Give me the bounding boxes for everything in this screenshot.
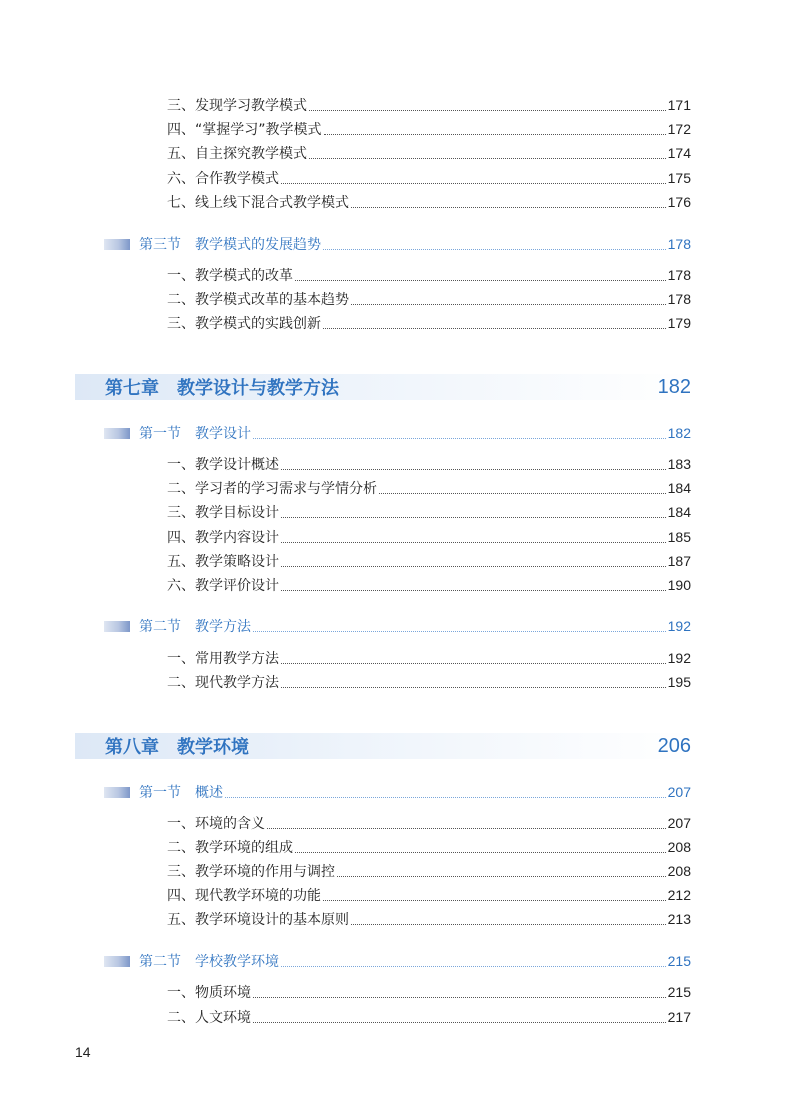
section-page: 178 [667,236,691,252]
section-page: 207 [667,784,691,800]
toc-item-page: 179 [667,315,691,331]
toc-item-page: 192 [667,650,691,666]
toc-item-page: 208 [667,863,691,879]
toc-item-title: 六、教学评价设计 [167,578,279,594]
toc-item-title: 二、学习者的学习需求与学情分析 [167,481,377,497]
toc-item-page: 187 [667,553,691,569]
section-label: 第一节 [139,426,181,442]
toc-item-page: 184 [667,504,691,520]
dot-leader [253,997,666,998]
chapter-title: 教学设计与教学方法 [177,378,339,399]
toc-item-title: 三、教学目标设计 [167,505,279,521]
dot-leader [309,158,666,159]
toc-item-title: 二、教学模式改革的基本趋势 [167,292,349,308]
dot-leader [267,828,666,829]
toc-item-page: 178 [667,291,691,307]
section-label: 第二节 [139,619,181,635]
toc-item[interactable] [167,192,691,212]
toc-section[interactable] [104,951,691,971]
toc-item-page: 184 [667,480,691,496]
dot-leader [323,328,666,329]
toc-item[interactable] [167,478,691,498]
section-title: 教学模式的发展趋势 [195,237,321,253]
dot-leader [281,663,666,664]
section-title: 学校教学环境 [195,954,279,970]
section-marker-icon [104,428,130,439]
dot-leader [323,249,666,250]
toc-item-page: 213 [667,911,691,927]
dot-leader [281,966,666,967]
toc-item-title: 一、教学设计概述 [167,457,279,473]
toc-item-title: 二、人文环境 [167,1010,251,1026]
chapter-label: 第七章 [105,378,159,399]
dot-leader [323,900,666,901]
toc-item[interactable] [167,813,691,833]
toc-item[interactable] [167,575,691,595]
toc-section[interactable] [104,234,691,254]
toc-item-title: 三、发现学习教学模式 [167,98,307,114]
toc-item-page: 195 [667,674,691,690]
section-title: 教学方法 [195,619,251,635]
toc-item-title: 七、线上线下混合式教学模式 [167,195,349,211]
section-marker-icon [104,956,130,967]
toc-item[interactable] [167,313,691,333]
chapter-heading[interactable] [75,733,693,759]
toc-item-title: 五、教学环境设计的基本原则 [167,912,349,928]
dot-leader [351,304,666,305]
toc-item[interactable] [167,672,691,692]
toc-item[interactable] [167,551,691,571]
toc-item[interactable] [167,909,691,929]
toc-item[interactable] [167,502,691,522]
toc-item-title: 一、物质环境 [167,985,251,1001]
dot-leader [253,438,666,439]
toc-item-page: 171 [667,97,691,113]
section-label: 第二节 [139,954,181,970]
toc-item[interactable] [167,265,691,285]
toc-item-title: 四、“掌握学习”教学模式 [167,122,322,138]
toc-item[interactable] [167,837,691,857]
toc-item[interactable] [167,1007,691,1027]
toc-item-page: 207 [667,815,691,831]
toc-item-page: 172 [667,121,691,137]
toc-item[interactable] [167,648,691,668]
toc-item-page: 178 [667,267,691,283]
dot-leader [379,493,666,494]
section-marker-icon [104,239,130,250]
dot-leader [295,280,666,281]
toc-item-page: 175 [667,170,691,186]
dot-leader [281,469,666,470]
section-marker-icon [104,621,130,632]
toc-item[interactable] [167,861,691,881]
toc-item-page: 183 [667,456,691,472]
toc-item-page: 190 [667,577,691,593]
toc-item-page: 176 [667,194,691,210]
toc-item-title: 四、现代教学环境的功能 [167,888,321,904]
section-marker-icon [104,787,130,798]
dot-leader [225,797,666,798]
page-number: 14 [75,1044,91,1060]
section-title: 概述 [195,785,223,801]
dot-leader [295,852,666,853]
section-label: 第一节 [139,785,181,801]
dot-leader [281,183,666,184]
toc-item-title: 一、教学模式的改革 [167,268,293,284]
toc-item-title: 二、现代教学方法 [167,675,279,691]
chapter-page: 182 [657,375,691,398]
toc-item-title: 二、教学环境的组成 [167,840,293,856]
toc-item[interactable] [167,143,691,163]
toc-item-title: 一、环境的含义 [167,816,265,832]
dot-leader [281,590,666,591]
toc-item-page: 215 [667,984,691,1000]
toc-item[interactable] [167,885,691,905]
toc-item-page: 208 [667,839,691,855]
dot-leader [253,631,666,632]
section-title: 教学设计 [195,426,251,442]
toc-item-title: 三、教学环境的作用与调控 [167,864,335,880]
toc-item-page: 174 [667,145,691,161]
dot-leader [281,566,666,567]
dot-leader [281,517,666,518]
toc-item-title: 一、常用教学方法 [167,651,279,667]
toc-item-page: 185 [667,529,691,545]
dot-leader [351,207,666,208]
section-page: 192 [667,618,691,634]
toc-item[interactable] [167,289,691,309]
dot-leader [253,1022,666,1023]
toc-item[interactable] [167,527,691,547]
section-page: 182 [667,425,691,441]
dot-leader [309,110,666,111]
toc-item[interactable] [167,95,691,115]
toc-item-page: 212 [667,887,691,903]
toc-item-title: 三、教学模式的实践创新 [167,316,321,332]
chapter-heading[interactable] [75,374,693,400]
dot-leader [281,687,666,688]
chapter-title: 教学环境 [177,737,249,758]
toc-item-title: 五、教学策略设计 [167,554,279,570]
toc-item[interactable] [167,982,691,1002]
toc-item-title: 六、合作教学模式 [167,171,279,187]
toc-item-page: 217 [667,1009,691,1025]
toc-item-title: 五、自主探究教学模式 [167,146,307,162]
toc-section[interactable] [104,616,691,636]
chapter-label: 第八章 [105,737,159,758]
chapter-page: 206 [657,734,691,757]
toc-section[interactable] [104,782,691,802]
toc-item-title: 四、教学内容设计 [167,530,279,546]
section-label: 第三节 [139,237,181,253]
toc-section[interactable] [104,423,691,443]
toc-item[interactable] [167,168,691,188]
toc-item[interactable] [167,119,691,139]
dot-leader [281,542,666,543]
dot-leader [337,876,666,877]
section-page: 215 [667,953,691,969]
dot-leader [351,924,666,925]
toc-item[interactable] [167,454,691,474]
dot-leader [324,134,666,135]
